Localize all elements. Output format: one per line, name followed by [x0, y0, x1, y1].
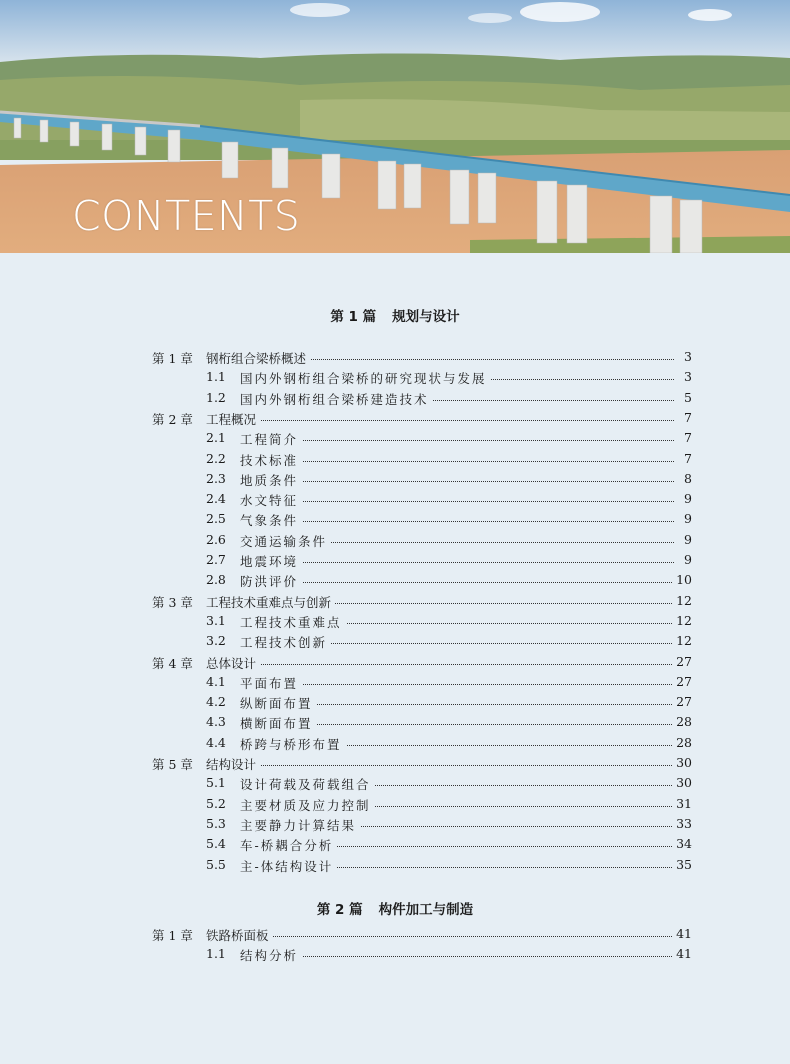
toc-page-number: 10: [673, 572, 692, 587]
toc-section-row[interactable]: [0, 775, 790, 795]
toc-page-number: 9: [681, 532, 692, 547]
toc-page-number: 9: [681, 511, 692, 526]
toc-section-row[interactable]: [0, 430, 790, 450]
toc-page-number: 7: [681, 430, 692, 445]
toc-page-number: 31: [673, 796, 692, 811]
toc-page-number: 7: [681, 410, 692, 425]
toc-section-row[interactable]: [0, 633, 790, 653]
toc-section-row[interactable]: [0, 532, 790, 552]
toc-chapter-row[interactable]: [0, 410, 790, 430]
toc-page-number: 27: [673, 694, 692, 709]
toc-title: 水文特征: [240, 491, 302, 509]
toc-page-number: 3: [681, 349, 692, 364]
toc-page-number: 12: [673, 613, 692, 628]
toc-title: 横断面布置: [240, 714, 317, 732]
toc-page-number: 9: [681, 491, 692, 506]
toc-number: 2.2: [206, 450, 226, 466]
toc-page-number: 5: [681, 390, 692, 405]
toc-number: 5.4: [206, 836, 226, 852]
toc-section-row[interactable]: [0, 511, 790, 531]
toc-number: 第 5 章: [152, 757, 193, 772]
toc-title: 主要材质及应力控制: [240, 796, 375, 814]
part-title: [0, 305, 790, 325]
toc-number: 2.1: [206, 430, 226, 446]
toc-page-number: 30: [673, 775, 692, 790]
toc-page-number: 7: [681, 451, 692, 466]
toc-number: 4.4: [206, 734, 226, 750]
toc-number: 1.2: [206, 389, 226, 405]
toc-number: 2.8: [206, 572, 226, 588]
toc-title: 主-体结构设计: [240, 857, 337, 875]
toc-number: 第 1 章: [152, 351, 193, 366]
toc-chapter-row[interactable]: [0, 926, 790, 946]
toc-number: 2.6: [206, 531, 226, 547]
toc-number: 第 4 章: [152, 655, 193, 671]
toc-page-number: 34: [673, 836, 692, 851]
toc-section-row[interactable]: [0, 836, 790, 856]
toc-title: 工程概况: [206, 410, 260, 428]
dot-leader: [240, 501, 674, 502]
dot-leader: [240, 440, 674, 441]
part-title: [0, 898, 790, 918]
toc-title: 设计荷载及荷载组合: [240, 775, 375, 793]
toc-page-number: 12: [673, 633, 692, 648]
toc-page-number: 27: [673, 674, 692, 689]
header-banner: [0, 0, 790, 253]
dot-leader: [240, 956, 674, 957]
toc-page-number: 33: [673, 816, 692, 831]
toc-section-row[interactable]: [0, 613, 790, 633]
part-number: 第 2 篇: [316, 902, 363, 918]
dot-leader: [206, 765, 674, 766]
toc-section-row[interactable]: [0, 451, 790, 471]
toc-page-number: 35: [673, 857, 692, 872]
toc-page-number: 9: [681, 552, 692, 567]
toc-title: 交通运输条件: [240, 532, 331, 550]
toc-section-row[interactable]: [0, 735, 790, 755]
toc-number: 4.3: [206, 714, 226, 730]
toc-title: 车-桥耦合分析: [240, 836, 337, 854]
toc-number: 1.1: [206, 369, 226, 385]
toc-number: 5.5: [206, 856, 226, 872]
toc-section-row[interactable]: [0, 714, 790, 734]
toc-title: 结构设计: [206, 755, 260, 773]
dot-leader: [206, 420, 674, 421]
toc-number: 5.2: [206, 795, 226, 811]
toc-title: 工程技术创新: [240, 633, 331, 651]
toc-chapter-row[interactable]: [0, 654, 790, 674]
toc-number: 2.7: [206, 552, 226, 567]
dot-leader: [240, 684, 674, 685]
toc-title: 工程简介: [240, 430, 302, 448]
toc-title: 铁路桥面板: [206, 926, 273, 944]
toc-page-number: 12: [673, 593, 692, 608]
toc-title: 地震环境: [240, 552, 302, 570]
part-number: 第 1 篇: [330, 309, 377, 325]
toc-number: 2.5: [206, 511, 226, 527]
toc-chapter-row[interactable]: [0, 593, 790, 613]
toc-title: 气象条件: [240, 511, 302, 529]
toc-number: 第 3 章: [152, 594, 193, 610]
dot-leader: [240, 461, 674, 462]
toc-section-row[interactable]: [0, 369, 790, 389]
toc-title: 工程技术重难点与创新: [206, 593, 335, 611]
toc-number: 4.2: [206, 694, 226, 710]
toc-title: 桥跨与桥形布置: [240, 735, 346, 753]
toc-number: 2.3: [206, 470, 226, 486]
toc-title: 防洪评价: [240, 572, 302, 590]
toc-title: 技术标准: [240, 451, 302, 469]
toc-page-number: 28: [673, 735, 692, 750]
toc-number: 5.1: [206, 775, 226, 791]
toc-number: 1.1: [206, 946, 226, 962]
dot-leader: [240, 562, 674, 563]
toc-page-number: 3: [681, 369, 692, 384]
toc-title: 国内外钢桁组合梁桥的研究现状与发展: [240, 369, 491, 387]
dot-leader: [206, 936, 674, 937]
toc-section-row[interactable]: [0, 390, 790, 410]
toc-chapter-row[interactable]: [0, 349, 790, 369]
part-name: 规划与设计: [392, 309, 460, 325]
toc-number: 5.3: [206, 815, 226, 831]
toc-page-number: 30: [673, 755, 692, 770]
toc-section-row[interactable]: [0, 694, 790, 714]
toc-section-row[interactable]: [0, 796, 790, 816]
toc-page-number: 28: [673, 714, 692, 729]
contents-title: CONTENTS: [72, 192, 301, 240]
toc-number: 第 2 章: [152, 411, 193, 427]
toc-section-row[interactable]: [0, 572, 790, 592]
toc-title: 工程技术重难点: [240, 613, 346, 631]
toc-number: 第 1 章: [152, 928, 193, 943]
toc-number: 3.1: [206, 612, 226, 628]
dot-leader: [240, 582, 674, 583]
toc-title: 主要静力计算结果: [240, 816, 360, 834]
dot-leader: [240, 521, 674, 522]
toc-title: 地质条件: [240, 471, 302, 489]
toc-title: 钢桁组合梁桥概述: [206, 349, 310, 367]
toc-section-row[interactable]: [0, 674, 790, 694]
toc-title: 纵断面布置: [240, 694, 317, 712]
dot-leader: [240, 481, 674, 482]
toc-chapter-row[interactable]: [0, 755, 790, 775]
toc-section-row[interactable]: [0, 946, 790, 966]
toc-page-number: 27: [673, 654, 692, 669]
toc-title: 国内外钢桁组合梁桥建造技术: [240, 390, 433, 408]
toc-number: 2.4: [206, 491, 226, 507]
toc-page-number: 8: [681, 471, 692, 486]
toc-page-number: 41: [673, 926, 692, 941]
toc-section-row[interactable]: [0, 471, 790, 491]
toc-section-row[interactable]: [0, 491, 790, 511]
toc-section-row[interactable]: [0, 816, 790, 836]
dot-leader: [206, 664, 674, 665]
toc-section-row[interactable]: [0, 552, 790, 572]
toc-title: 总体设计: [206, 654, 260, 672]
toc-title: 平面布置: [240, 674, 302, 692]
toc-section-row[interactable]: [0, 857, 790, 877]
part-name: 构件加工与制造: [378, 902, 474, 918]
toc-page-number: 41: [673, 946, 692, 961]
toc-number: 3.2: [206, 633, 226, 649]
toc-title: 结构分析: [240, 946, 302, 964]
toc-number: 4.1: [206, 673, 226, 689]
